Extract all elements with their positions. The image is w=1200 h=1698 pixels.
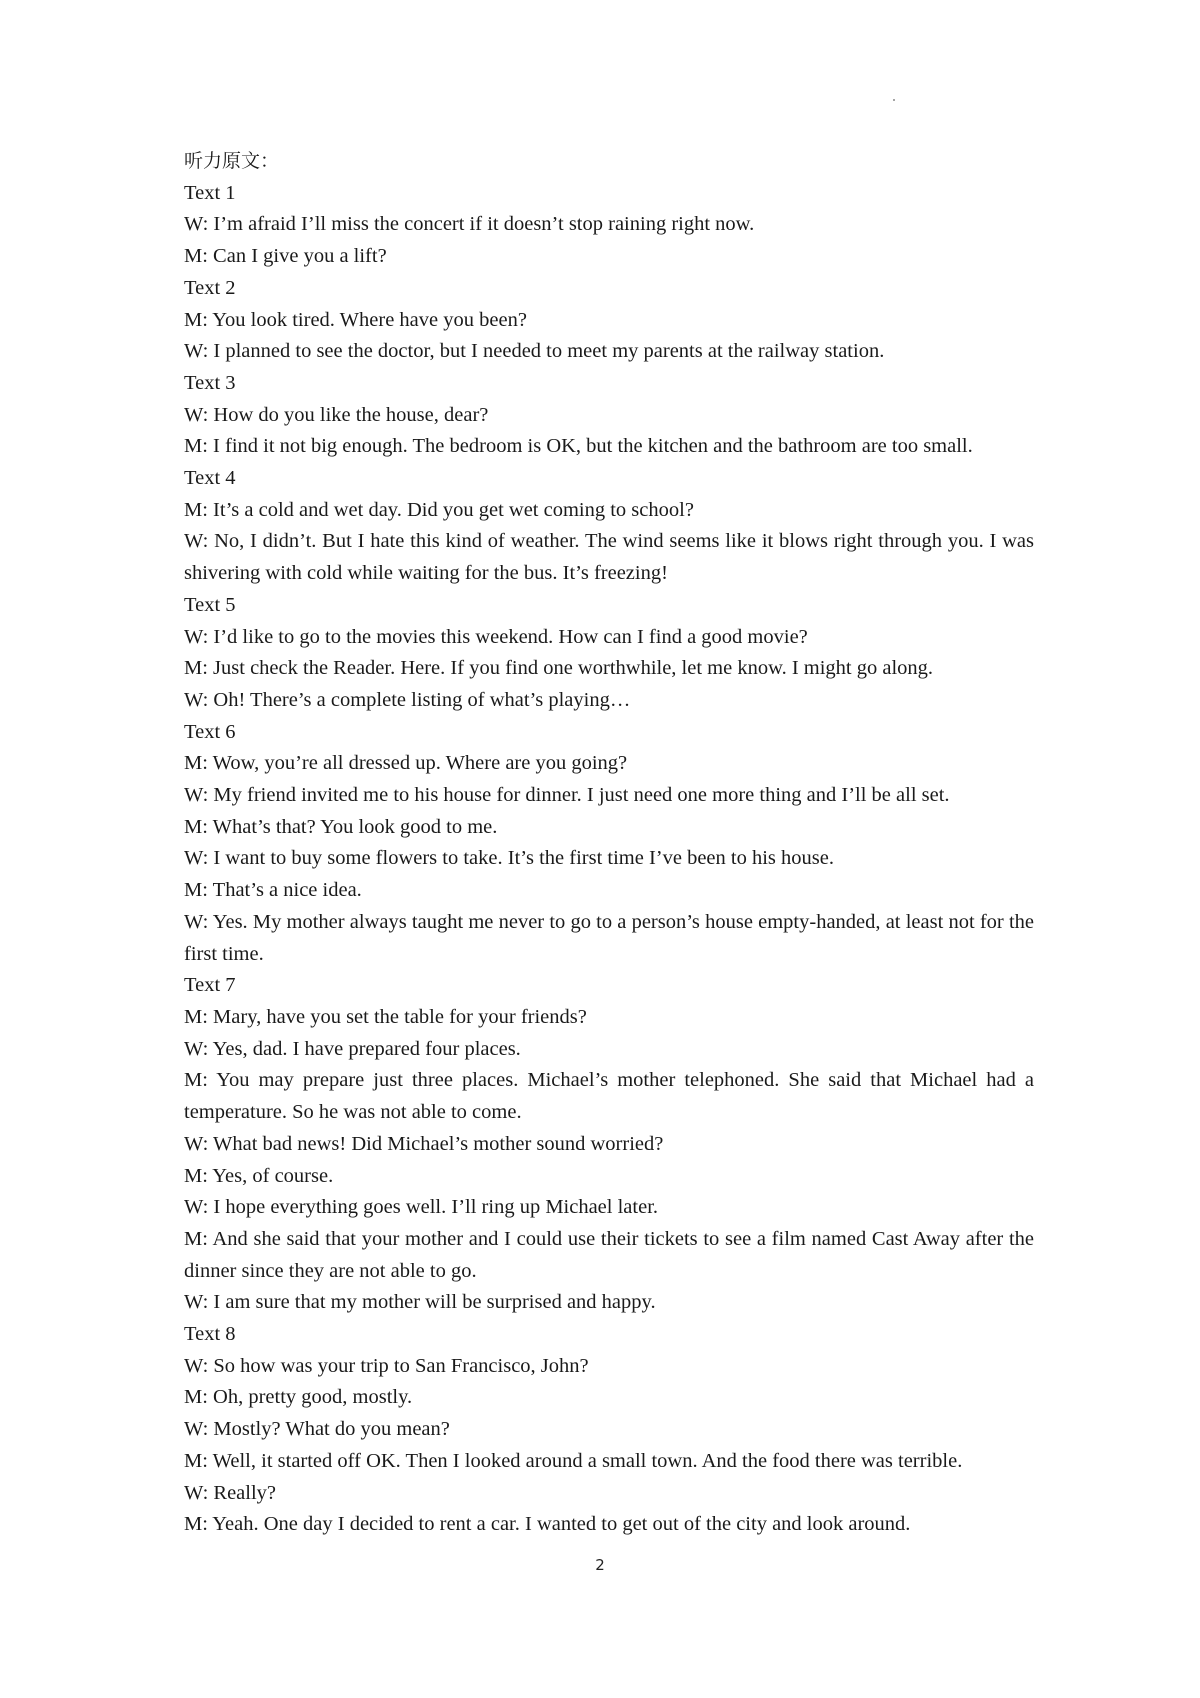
dialogue-line: M: Mary, have you set the table for your friends? (184, 1005, 587, 1028)
dialogue-line: W: Mostly? What do you mean? (184, 1418, 450, 1441)
dialogue-line: M: And she said that your mother and I could use their tickets to see a film named Cast Away after the dinner since they are not able to go. (184, 1227, 1034, 1282)
dialogue-line: W: What bad news! Did Michael’s mother sound worried? (184, 1132, 664, 1155)
dialogue-line: W: I’d like to go to the movies this weekend. How can I find a good movie? (184, 625, 808, 648)
page-number: 2 (595, 1556, 605, 1574)
transcript-body (184, 146, 1034, 1541)
section-label: Text 3 (184, 371, 236, 394)
dialogue-line: W: My friend invited me to his house for dinner. I just need one more thing and I’ll be all set. (184, 784, 950, 807)
dialogue-line: M: Well, it started off OK. Then I looked around a small town. And the food there was terrible. (184, 1449, 963, 1472)
dialogue-line: M: What’s that? You look good to me. (184, 815, 498, 838)
section-label: Text 7 (184, 974, 236, 997)
dialogue-line: W: Really? (184, 1481, 277, 1504)
scan-speck (893, 99, 895, 101)
dialogue-line: M: You may prepare just three places. Michael’s mother telephoned. She said that Michael had a temperature. So he was not able to come. (184, 1069, 1034, 1124)
dialogue-line: M: That’s a nice idea. (184, 879, 362, 902)
dialogue-line: M: Wow, you’re all dressed up. Where are you going? (184, 752, 628, 775)
transcript-heading: 听力原文： (184, 150, 280, 172)
dialogue-line: W: I am sure that my mother will be surprised and happy. (184, 1291, 656, 1314)
section-label: Text 4 (184, 467, 236, 490)
section-label: Text 8 (184, 1323, 236, 1346)
dialogue-line: W: Yes, dad. I have prepared four places. (184, 1037, 521, 1060)
dialogue-line: W: Oh! There’s a complete listing of what’s playing… (184, 688, 631, 711)
dialogue-line: M: Yes, of course. (184, 1164, 334, 1187)
dialogue-line: M: It’s a cold and wet day. Did you get wet coming to school? (184, 498, 694, 521)
dialogue-line: M: You look tired. Where have you been? (184, 308, 527, 331)
section-label: Text 1 (184, 181, 236, 204)
dialogue-line: M: Oh, pretty good, mostly. (184, 1386, 413, 1409)
dialogue-line: W: I want to buy some flowers to take. It’s the first time I’ve been to his house. (184, 847, 834, 870)
dialogue-line: W: So how was your trip to San Francisco, John? (184, 1354, 589, 1377)
dialogue-line: M: Just check the Reader. Here. If you find one worthwhile, let me know. I might go along. (184, 657, 934, 680)
dialogue-line: W: Yes. My mother always taught me never to go to a person’s house empty-handed, at least not for the first time. (184, 910, 1034, 965)
section-label: Text 2 (184, 276, 236, 299)
dialogue-line: M: Yeah. One day I decided to rent a car. I wanted to get out of the city and look around. (184, 1513, 911, 1536)
section-label: Text 5 (184, 593, 236, 616)
dialogue-line: M: Can I give you a lift? (184, 245, 387, 268)
dialogue-line: M: I find it not big enough. The bedroom is OK, but the kitchen and the bathroom are too small. (184, 435, 973, 458)
dialogue-line: W: I planned to see the doctor, but I needed to meet my parents at the railway station. (184, 340, 885, 363)
dialogue-line: W: How do you like the house, dear? (184, 403, 489, 426)
dialogue-line: W: No, I didn’t. But I hate this kind of weather. The wind seems like it blows right through you. I was shivering with cold while waiting for the bus. It’s freezing! (184, 530, 1034, 585)
transcript-lines (184, 178, 1034, 1541)
dialogue-line: W: I hope everything goes well. I’ll ring up Michael later. (184, 1196, 659, 1219)
section-label: Text 6 (184, 720, 236, 743)
dialogue-line: W: I’m afraid I’ll miss the concert if it doesn’t stop raining right now. (184, 213, 755, 236)
